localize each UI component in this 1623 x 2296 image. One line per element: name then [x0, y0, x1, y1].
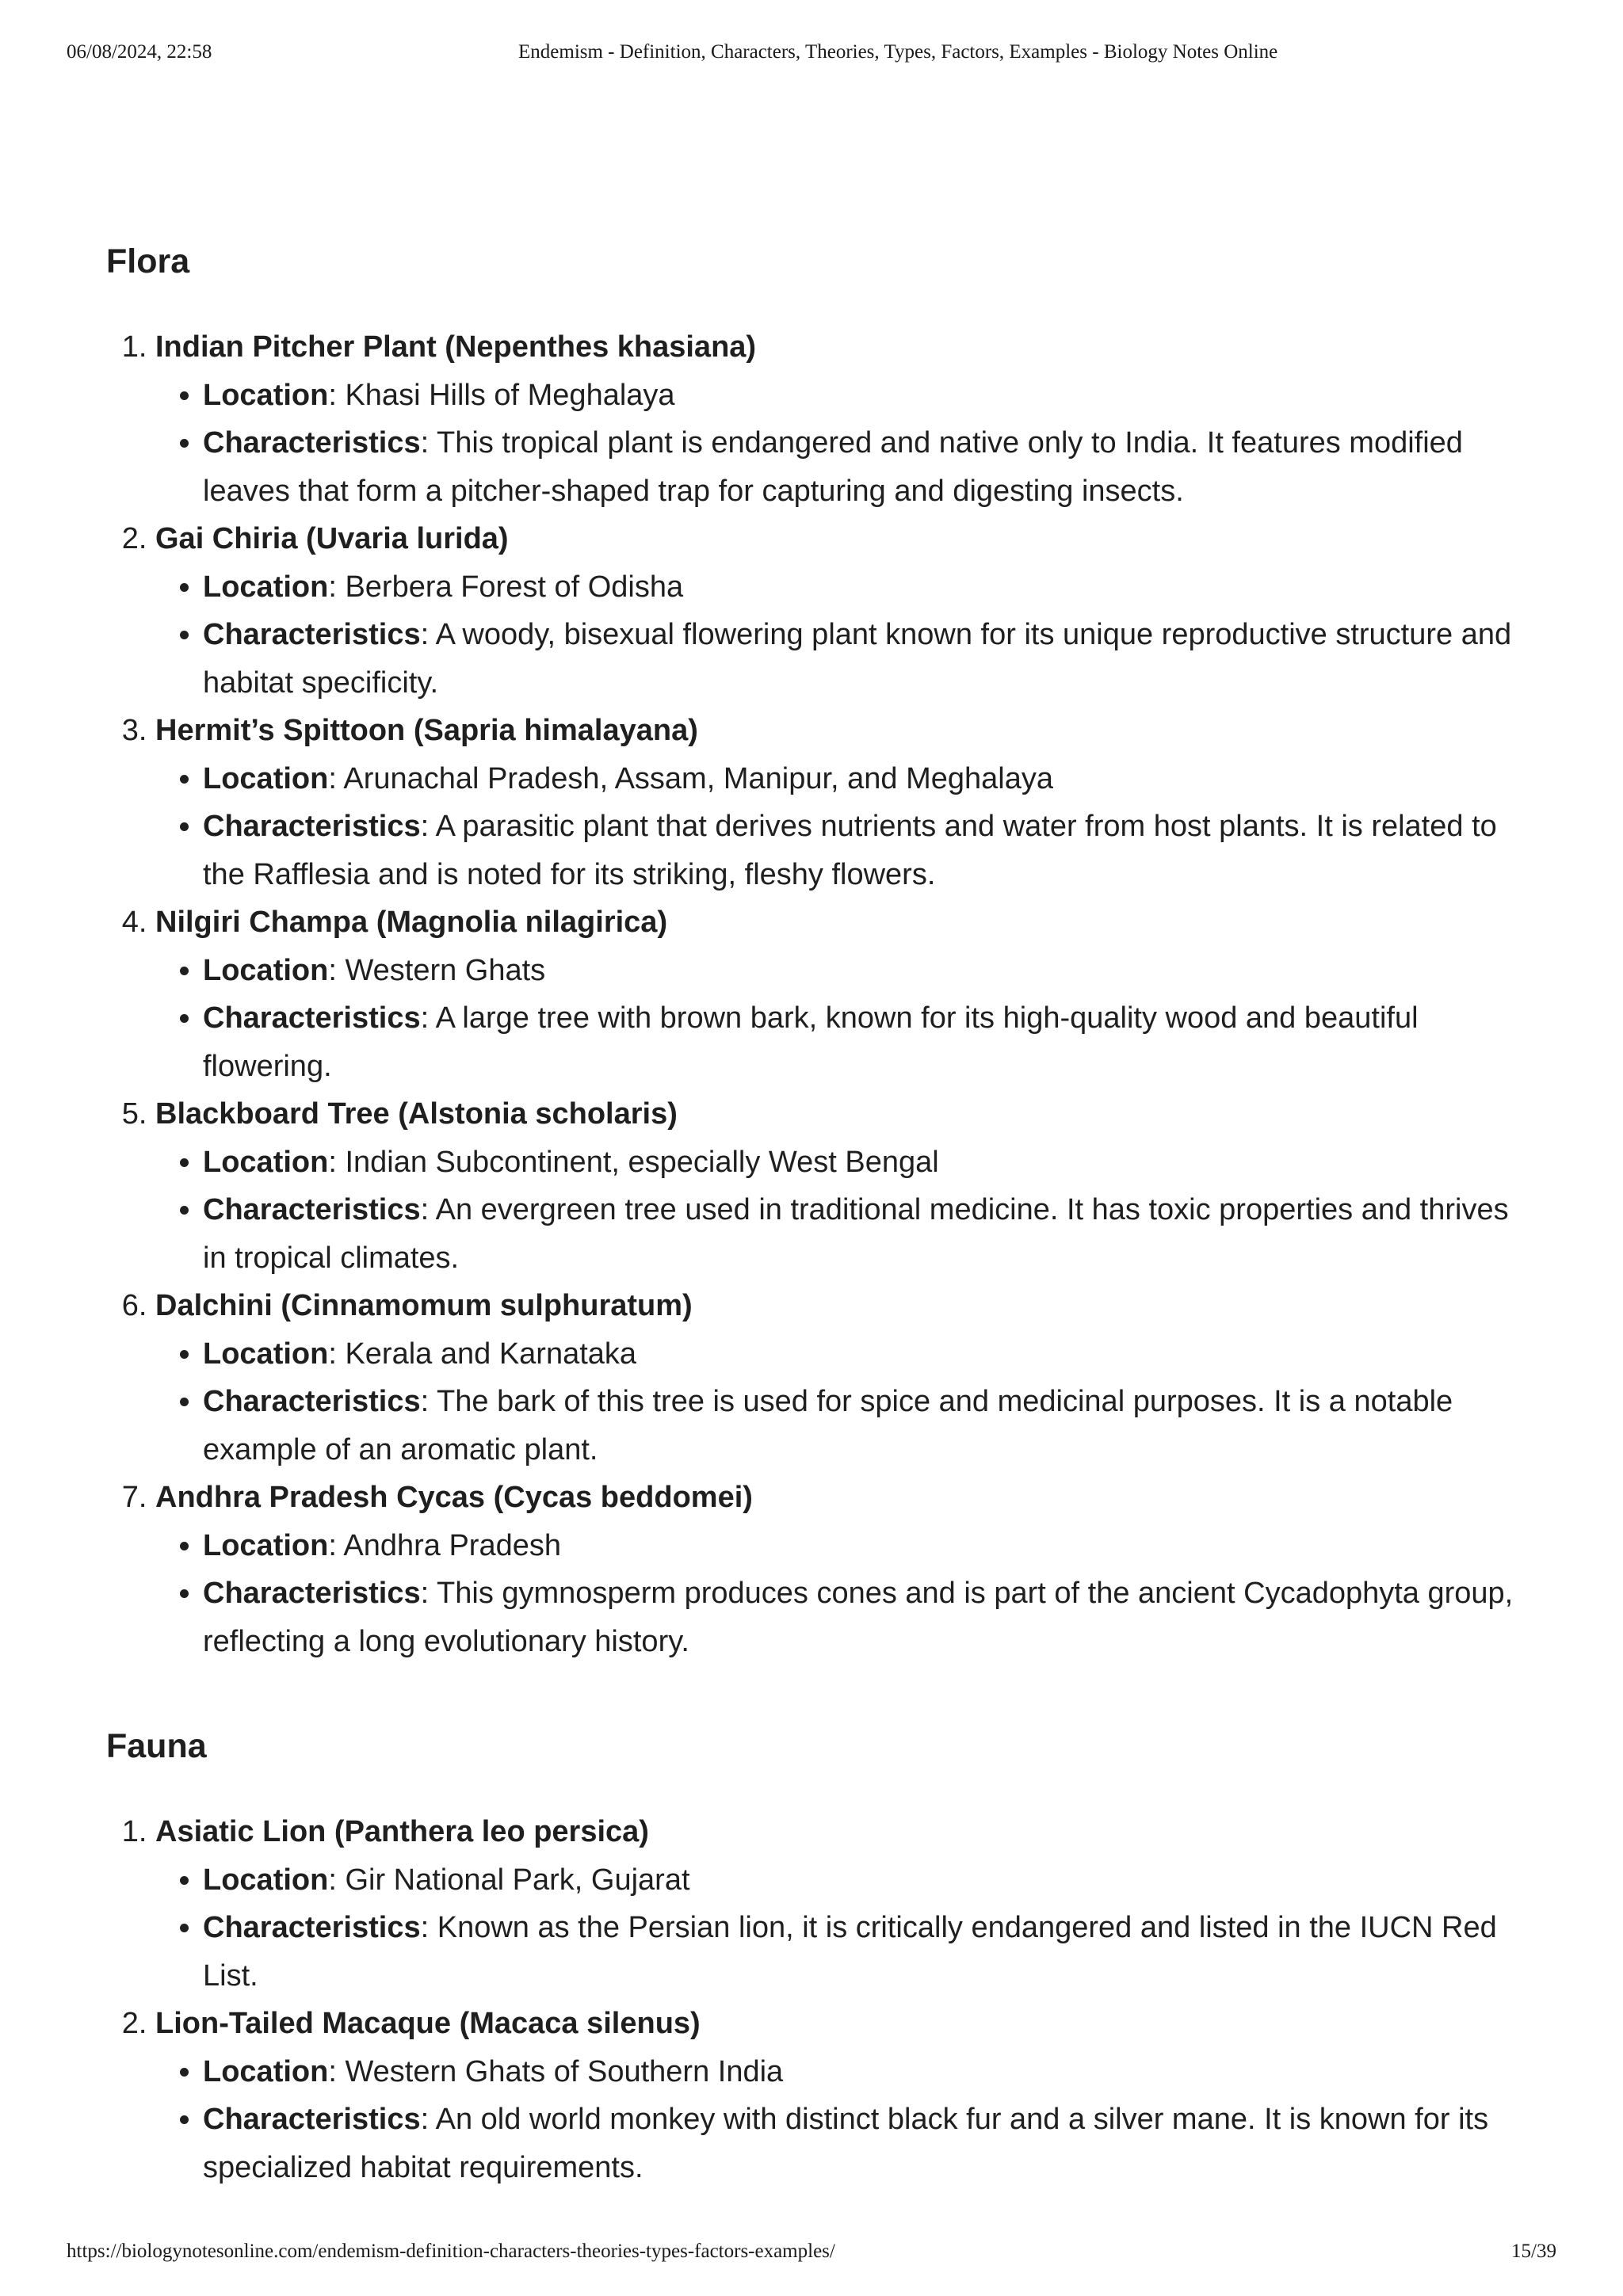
page-number: 15/39 — [1511, 2241, 1556, 2262]
characteristics-value: A large tree with brown bark, known for its high-quality wood and beautiful flowering. — [203, 1001, 1419, 1083]
fauna-item — [155, 2000, 1533, 2191]
location-detail: • Location: Berbera Forest of Odisha — [203, 563, 1533, 612]
location-detail: • Location: Kerala and Karnataka — [203, 1330, 1533, 1379]
location-label: Location — [203, 1863, 329, 1897]
flora-item — [155, 1282, 1533, 1474]
flora-item — [155, 515, 1533, 707]
species-details — [155, 1522, 1533, 1666]
location-value: Kerala and Karnataka — [345, 1337, 637, 1371]
characteristics-detail: • Characteristics: An evergreen tree used in traditional medicine. It has toxic properties and thrives in tropical climates. — [203, 1186, 1533, 1282]
characteristics-value: This tropical plant is endangered and native only to India. It features modified leaves that form a pitcher-shaped trap for capturing and digesting insects. — [203, 426, 1463, 508]
location-value: Arunachal Pradesh, Assam, Manipur, and Meghalaya — [343, 761, 1053, 795]
characteristics-label: Characteristics — [203, 1577, 421, 1610]
print-footer — [67, 2241, 1556, 2272]
species-details — [155, 755, 1533, 899]
species-name: Lion-Tailed Macaque (Macaca silenus) — [155, 2007, 701, 2040]
location-label: Location — [203, 953, 329, 987]
print-datetime: 06/08/2024, 22:58 — [67, 41, 212, 63]
characteristics-label: Characteristics — [203, 2103, 421, 2136]
location-value: Gir National Park, Gujarat — [345, 1863, 690, 1897]
characteristics-detail: • Characteristics: A parasitic plant that derives nutrients and water from host plants. It is related to the Rafflesia and is noted for its striking, fleshy flowers. — [203, 803, 1533, 898]
location-detail: • Location: Indian Subcontinent, especially West Bengal — [203, 1138, 1533, 1187]
species-name: Dalchini (Cinnamomum sulphuratum) — [155, 1289, 693, 1322]
species-name: Indian Pitcher Plant (Nepenthes khasiana) — [155, 330, 757, 364]
species-name: Asiatic Lion (Panthera leo persica) — [155, 1815, 649, 1848]
characteristics-value: An old world monkey with distinct black fur and a silver mane. It is known for its specialized habitat requirements. — [203, 2103, 1489, 2184]
species-details — [155, 563, 1533, 707]
flora-heading: Flora — [106, 242, 190, 280]
location-value: Western Ghats of Southern India — [345, 2054, 784, 2088]
characteristics-value: A parasitic plant that derives nutrients and water from host plants. It is related to the Rafflesia and is noted for its striking, fleshy flowers. — [203, 810, 1497, 891]
characteristics-detail: • Characteristics: The bark of this tree is used for spice and medicinal purposes. It is a notable example of an aromatic plant. — [203, 1378, 1533, 1474]
flora-item — [155, 323, 1533, 515]
characteristics-label: Characteristics — [203, 1001, 421, 1035]
characteristics-value: An evergreen tree used in traditional medicine. It has toxic properties and thrives in tropical climates. — [203, 1193, 1509, 1275]
characteristics-value: This gymnosperm produces cones and is part of the ancient Cycadophyta group, reflecting a long evolutionary history. — [203, 1577, 1514, 1658]
characteristics-detail: • Characteristics: Known as the Persian lion, it is critically endangered and listed in the IUCN Red List. — [203, 1904, 1533, 2000]
characteristics-detail: • Characteristics: A large tree with brown bark, known for its high-quality wood and beautiful flowering. — [203, 994, 1533, 1090]
characteristics-value: A woody, bisexual flowering plant known for its unique reproductive structure and habitat specificity. — [203, 618, 1512, 700]
print-header — [67, 41, 1556, 73]
characteristics-label: Characteristics — [203, 618, 421, 651]
location-detail: • Location: Andhra Pradesh — [203, 1522, 1533, 1570]
characteristics-label: Characteristics — [203, 1911, 421, 1944]
location-detail: • Location: Khasi Hills of Meghalaya — [203, 372, 1533, 420]
flora-item — [155, 707, 1533, 898]
species-details — [155, 372, 1533, 516]
flora-list — [106, 323, 1533, 1665]
characteristics-detail: • Characteristics: An old world monkey with distinct black fur and a silver mane. It is known for its specialized habitat requirements. — [203, 2096, 1533, 2191]
fauna-section — [106, 1722, 1533, 2191]
location-value: Andhra Pradesh — [343, 1528, 561, 1562]
location-value: Western Ghats — [345, 953, 546, 987]
location-detail: • Location: Western Ghats — [203, 947, 1533, 995]
location-detail: • Location: Gir National Park, Gujarat — [203, 1856, 1533, 1905]
location-value: Khasi Hills of Meghalaya — [345, 378, 675, 412]
page-url[interactable]: https://biologynotesonline.com/endemism-definition-characters-theories-types-factors-examples/ — [67, 2241, 835, 2262]
species-name: Blackboard Tree (Alstonia scholaris) — [155, 1097, 678, 1131]
location-label: Location — [203, 570, 329, 604]
location-detail: • Location: Arunachal Pradesh, Assam, Manipur, and Meghalaya — [203, 755, 1533, 803]
species-name: Gai Chiria (Uvaria lurida) — [155, 522, 509, 555]
flora-item — [155, 898, 1533, 1090]
species-name: Andhra Pradesh Cycas (Cycas beddomei) — [155, 1481, 753, 1514]
species-name: Nilgiri Champa (Magnolia nilagirica) — [155, 906, 668, 939]
characteristics-value: Known as the Persian lion, it is critically endangered and listed in the IUCN Red List. — [203, 1911, 1497, 1993]
characteristics-label: Characteristics — [203, 810, 421, 843]
location-value: Indian Subcontinent, especially West Bengal — [345, 1145, 939, 1179]
location-label: Location — [203, 761, 329, 795]
species-name: Hermit’s Spittoon (Sapria himalayana) — [155, 714, 698, 747]
article-content — [106, 238, 1533, 2191]
location-label: Location — [203, 1145, 329, 1179]
species-details — [155, 2048, 1533, 2192]
fauna-list — [106, 1808, 1533, 2191]
characteristics-label: Characteristics — [203, 1193, 421, 1226]
location-label: Location — [203, 1337, 329, 1371]
characteristics-value: The bark of this tree is used for spice and medicinal purposes. It is a notable example of an aromatic plant. — [203, 1385, 1453, 1466]
print-page-title: Endemism - Definition, Characters, Theories, Types, Factors, Examples - Biology Notes Online — [518, 41, 1278, 63]
location-detail: • Location: Western Ghats of Southern India — [203, 2048, 1533, 2096]
species-details — [155, 1138, 1533, 1283]
flora-item — [155, 1090, 1533, 1282]
characteristics-detail: • Characteristics: This gymnosperm produces cones and is part of the ancient Cycadophyta group, reflecting a long evolutionary history. — [203, 1569, 1533, 1665]
location-label: Location — [203, 1528, 329, 1562]
flora-section — [106, 238, 1533, 1665]
fauna-item — [155, 1808, 1533, 2000]
characteristics-detail: • Characteristics: A woody, bisexual flowering plant known for its unique reproductive structure and habitat specificity. — [203, 611, 1533, 707]
species-details — [155, 1330, 1533, 1474]
location-label: Location — [203, 378, 329, 412]
flora-item — [155, 1474, 1533, 1665]
location-label: Location — [203, 2054, 329, 2088]
fauna-heading: Fauna — [106, 1727, 207, 1765]
characteristics-label: Characteristics — [203, 1385, 421, 1418]
species-details — [155, 947, 1533, 1091]
species-details — [155, 1856, 1533, 2000]
characteristics-label: Characteristics — [203, 426, 421, 460]
characteristics-detail: • Characteristics: This tropical plant is endangered and native only to India. It features modified leaves that form a pitcher-shaped trap for capturing and digesting insects. — [203, 419, 1533, 515]
location-value: Berbera Forest of Odisha — [345, 570, 684, 604]
